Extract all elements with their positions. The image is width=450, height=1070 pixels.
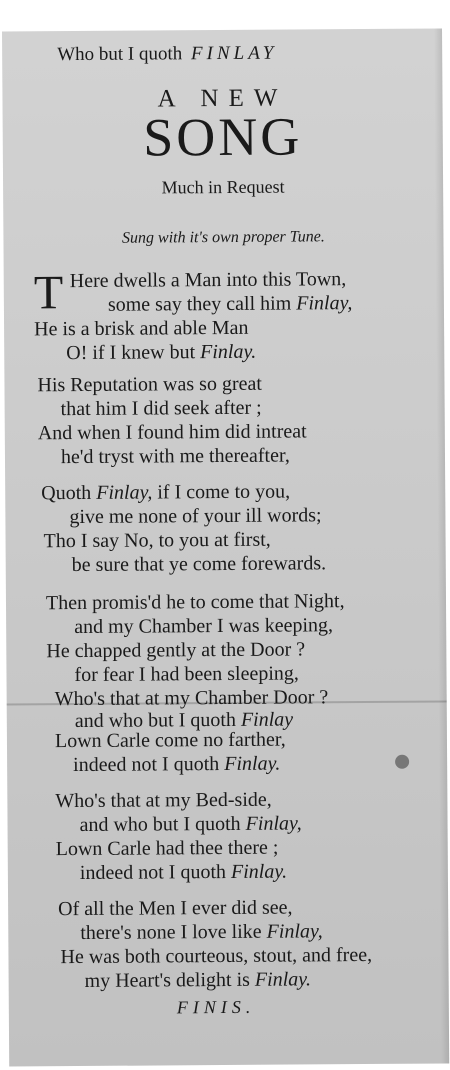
verse-line: for fear I had been sleeping,: [74, 662, 299, 687]
verse-line: He is a brisk and able Man: [34, 316, 249, 341]
verse-line: some say they call him Finlay,: [107, 292, 353, 316]
top-line: [57, 44, 277, 65]
verse-line: be sure that ye come forewards.: [71, 552, 327, 577]
top-line-name: FINLAY: [190, 42, 278, 65]
verse-line: he'd tryst with me thereafter,: [60, 444, 290, 469]
verse-line: Lown Carle had thee there ;: [55, 836, 279, 861]
page-title: SONG: [143, 106, 303, 168]
verse-line: Then promis'd he to come that Night,: [45, 590, 345, 615]
verse-line: Who's that at my Chamber Door ?: [54, 686, 329, 711]
verse-line: and my Chamber I was keeping,: [74, 614, 334, 639]
verse-line: my Heart's delight is Finlay.: [84, 968, 312, 992]
verse-line: Here dwells a Man into this Town,: [69, 268, 347, 293]
verse-line: that him I did seek after ;: [60, 396, 262, 421]
verse-line: And when I found him did intreat: [37, 420, 307, 445]
verse-line: indeed not I quoth Finlay.: [73, 752, 281, 777]
verse-line: His Reputation was so great: [37, 372, 262, 397]
verse-line: Of all the Men I ever did see,: [58, 896, 293, 921]
tune-line: Sung with it's own proper Tune.: [121, 228, 325, 247]
verse-line: Quoth Finlay, if I come to you,: [41, 480, 291, 505]
verse-line: He was both courteous, stout, and free,: [60, 943, 373, 969]
drop-cap: T: [33, 266, 64, 320]
top-line-prefix: Who but I quoth: [57, 43, 183, 66]
verse-line: and who but I quoth Finlay,: [79, 812, 302, 837]
verse-line: Lown Carle come no farther,: [54, 728, 286, 753]
verse-line: give me none of your ill words;: [69, 504, 322, 529]
verse-line: Who's that at my Bed-side,: [55, 788, 272, 813]
verse-line: He chapped gently at the Door ?: [46, 638, 306, 663]
verse-line: indeed not I quoth Finlay.: [79, 860, 288, 885]
subtitle: Much in Request: [161, 176, 285, 198]
ink-stain: [395, 755, 409, 769]
verse-line: O! if I knew but Finlay.: [66, 340, 257, 365]
finis-mark: FINIS.: [176, 996, 256, 1018]
verse-line: and who but I quoth Finlay: [74, 708, 294, 733]
title-small: A NEW: [157, 84, 288, 113]
verse-line: Tho I say No, to you at first,: [43, 528, 271, 553]
verse-line: there's none I love like Finlay,: [80, 920, 323, 945]
broadside-sheet: [2, 28, 449, 1066]
